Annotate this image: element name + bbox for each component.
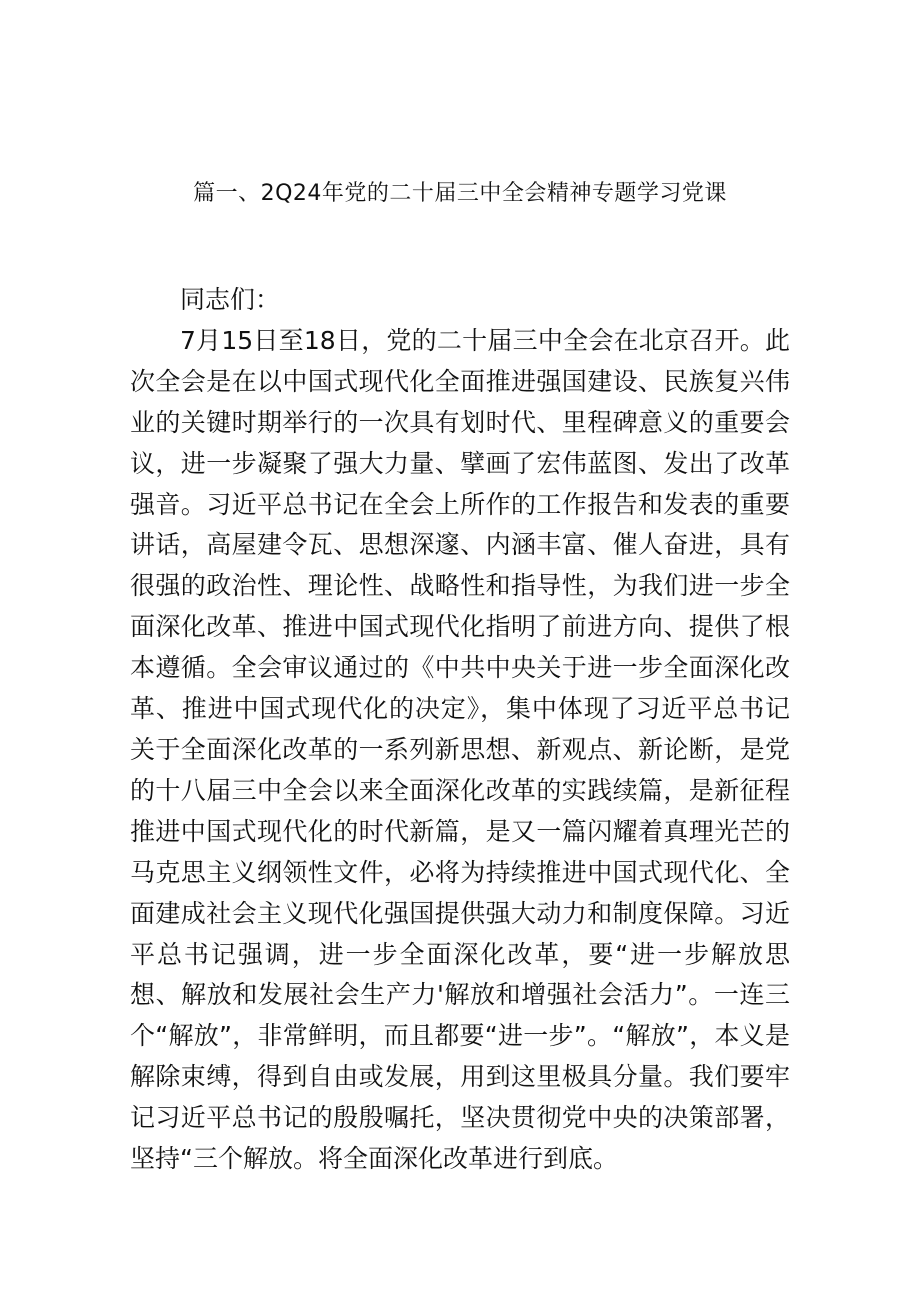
salutation: 同志们： bbox=[180, 285, 281, 314]
body-paragraph: 7月15日至18日，党的二十届三中全会在北京召开。此次全会是在以中国式现代化全面推进强国建设、民族复兴伟业的关键时期举行的一次具有划时代、里程碑意义的重要会议，进一步凝聚了强大力量、擘画了宏伟蓝图、发出了改革强音。习近平总书记在全会上所作的工作报告和发表的重要讲话，高屋建令瓦、思想深邃、内涵丰富、催人奋进，具有很强的政治性、理论性、战略性和指导性，为我们进一步全面深化改革、推进中国式现代化指明了前进方向、提供了根本遵循。全会审议通过的《中共中央关于进一步全面深化改革、推进中国式现代化的决定》，集中体现了习近平总书记关于全面深化改革的一系列新思想、新观点、新论断，是党的十八届三中全会以来全面深化改革的实践续篇，是新征程推进中国式现代化的时代新篇，是又一篇闪耀着真理光芒的马克思主义纲领性文件，必将为持续推进中国式现代化、全面建成社会主义现代化强国提供强大动力和制度保障。习近平总书记强调，进一步全面深化改革，要“进一步解放思想、解放和发展社会生产力'解放和增强社会活力”。一连三个“解放”，非常鲜明，而且都要“进一步”。“解放”，本义是解除束缚，得到自由或发展，用到这里极具分量。我们要牢记习近平总书记的殷殷嘱托，坚决贯彻党中央的决策部署，坚持“三个解放。将全面深化改革进行到底。 bbox=[130, 325, 790, 1174]
document-body bbox=[130, 280, 790, 1180]
document-title: 篇一、2Q24年党的二十届三中全会精神专题学习党课 bbox=[193, 181, 727, 206]
